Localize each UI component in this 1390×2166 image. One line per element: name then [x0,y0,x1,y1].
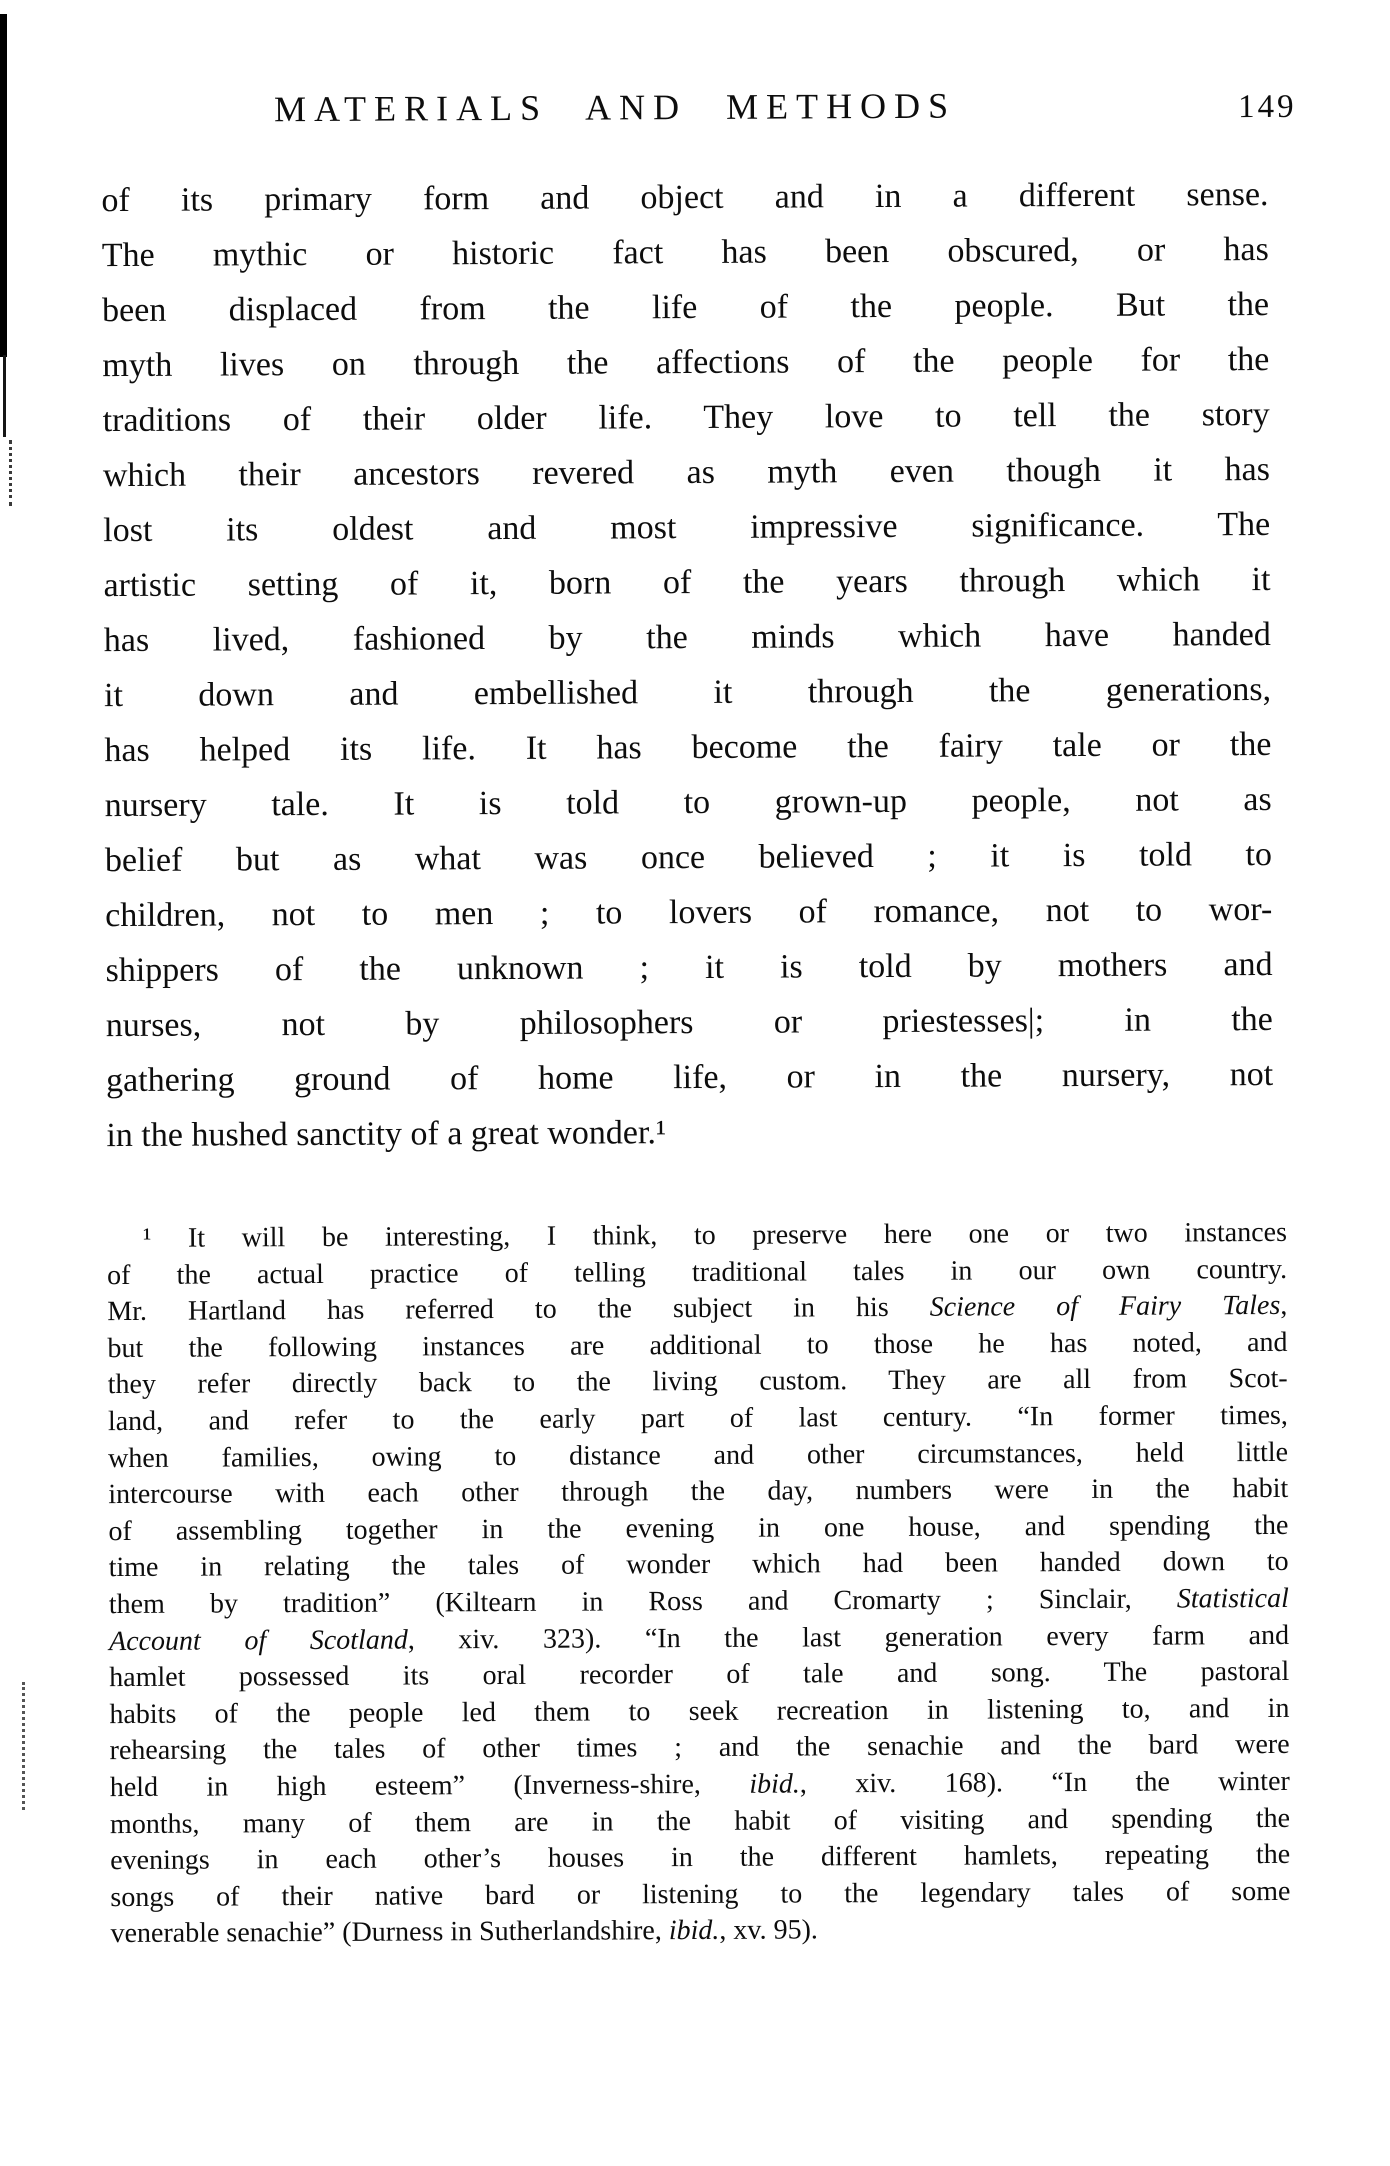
body-line: nurses, not by philosophers or priestesses|; in the [105,1000,1273,1045]
body-line: has helped its life. It has become the fairy tale or the [104,725,1272,770]
footnote-segment: but the following instances are additional to those he has noted, and [107,1326,1288,1364]
footnote-line [107,1288,1287,1331]
footnote-segment: venerable senachie” (Durness in Sutherlandshire, [110,1915,669,1950]
page-number: 149 [1237,88,1297,126]
footnote-italic-segment: Statistical [1176,1582,1289,1615]
footnote-line [108,1471,1288,1514]
footnote-segment: habits of the people led them to seek recreation in listening to, and in [109,1692,1290,1730]
footnote-line [109,1691,1289,1734]
body-line: children, not to men ; to lovers of romance, not to wor- [105,890,1273,935]
footnote-segment: , [1280,1290,1288,1322]
footnote-segment: held in high esteem” (Inverness-shire, [109,1768,750,1803]
footnote-segment: they refer directly back to the living custom. They are all from Scot- [107,1363,1288,1401]
body-line: belief but as what was once believed ; it is told to [104,835,1273,880]
footnote-italic-segment: Account of Scotland [108,1624,408,1657]
footnote-line [109,1581,1289,1624]
footnote-line [108,1434,1288,1477]
footnote-segment: of assembling together in the evening in one house, and spending the [108,1509,1289,1547]
footnote-line [108,1361,1288,1404]
body-text [101,167,1273,1163]
body-line: artistic setting of it, born of the years through which it [103,560,1271,605]
footnote-line [110,1764,1290,1807]
footnote-segment: them by tradition” (Kiltearn in Ross and Cromarty ; Sinclair, [108,1583,1177,1621]
footnote-segment: evenings in each other’s houses in the different hamlets, repeating the [110,1838,1291,1877]
footnote-line [110,1727,1290,1770]
footnote-line [110,1874,1290,1917]
footnote-line [107,1251,1287,1294]
footnote-segment: songs of their native bard or listening to the legendary tales of some [110,1875,1291,1913]
footnote-segment: , xiv. 323). “In the last generation every farm and [407,1619,1290,1656]
footnote-segment: Mr. Hartland has referred to the subject in his [107,1291,930,1328]
footnote-segment: time in relating the tales of wonder which had been handed down to [108,1546,1289,1584]
footnote-segment: rehearsing the tales of other times ; and the senachie and the bard were [109,1729,1290,1767]
body-line: it down and embellished it through the generations, [104,670,1272,715]
body-line: nursery tale. It is told to grown-up people, not as [104,780,1272,825]
footnote-line [110,1800,1290,1843]
footnote-line [107,1215,1287,1258]
body-line: lost its oldest and most impressive significance. The [103,505,1271,550]
footnote-segment: , xiv. 168). “In the winter [799,1765,1290,1800]
body-line: in the hushed sanctity of a great wonder.¹ [106,1114,667,1155]
footnote-line [109,1544,1289,1587]
body-line: traditions of their older life. They love to tell the story [102,395,1270,440]
body-line: of its primary form and object and in a different sense. [101,175,1269,220]
running-head-title: MATERIALS AND METHODS [273,85,957,130]
footnote-segment: land, and refer to the early part of last century. “In former times, [107,1399,1288,1438]
body-line: been displaced from the life of the people. But the [101,285,1270,330]
footnote-line [109,1654,1289,1697]
footnote-line [108,1398,1288,1441]
footnote-line [108,1508,1288,1551]
body-line: myth lives on through the affections of the people for the [102,340,1270,385]
body-line: has lived, fashioned by the minds which have handed [103,615,1271,660]
footnote-line [107,1325,1287,1368]
body-line: shippers of the unknown ; it is told by mothers and [105,945,1273,990]
footnote-line [110,1910,1290,1953]
footnote-segment: when families, owing to distance and other circumstances, held little [108,1436,1289,1474]
footnote-segment: ¹ It will be interesting, I think, to preserve here one or two instances [142,1216,1288,1254]
footnote-segment: intercourse with each other through the day, numbers were in the habit [108,1473,1289,1511]
footnote-text [107,1215,1291,1953]
footnote-segment: hamlet possessed its oral recorder of tale and song. The pastoral [109,1656,1290,1694]
footnote-segment: , xv. 95). [719,1914,818,1947]
footnote-italic-segment: Science of Fairy Tales [929,1290,1281,1323]
footnote-italic-segment: ibid. [668,1915,720,1947]
footnote-segment: of the actual practice of telling traditional tales in our own country. [107,1253,1288,1291]
body-line: gathering ground of home life, or in the nursery, not [106,1055,1274,1100]
footnote-italic-segment: ibid. [749,1768,800,1800]
body-line: which their ancestors revered as myth even though it has [102,450,1271,495]
footnote-line [109,1617,1289,1660]
body-line: The mythic or historic fact has been obscured, or has [101,230,1269,275]
footnote-segment: months, many of them are in the habit of visiting and spending the [109,1802,1291,1840]
footnote-line [110,1837,1290,1880]
